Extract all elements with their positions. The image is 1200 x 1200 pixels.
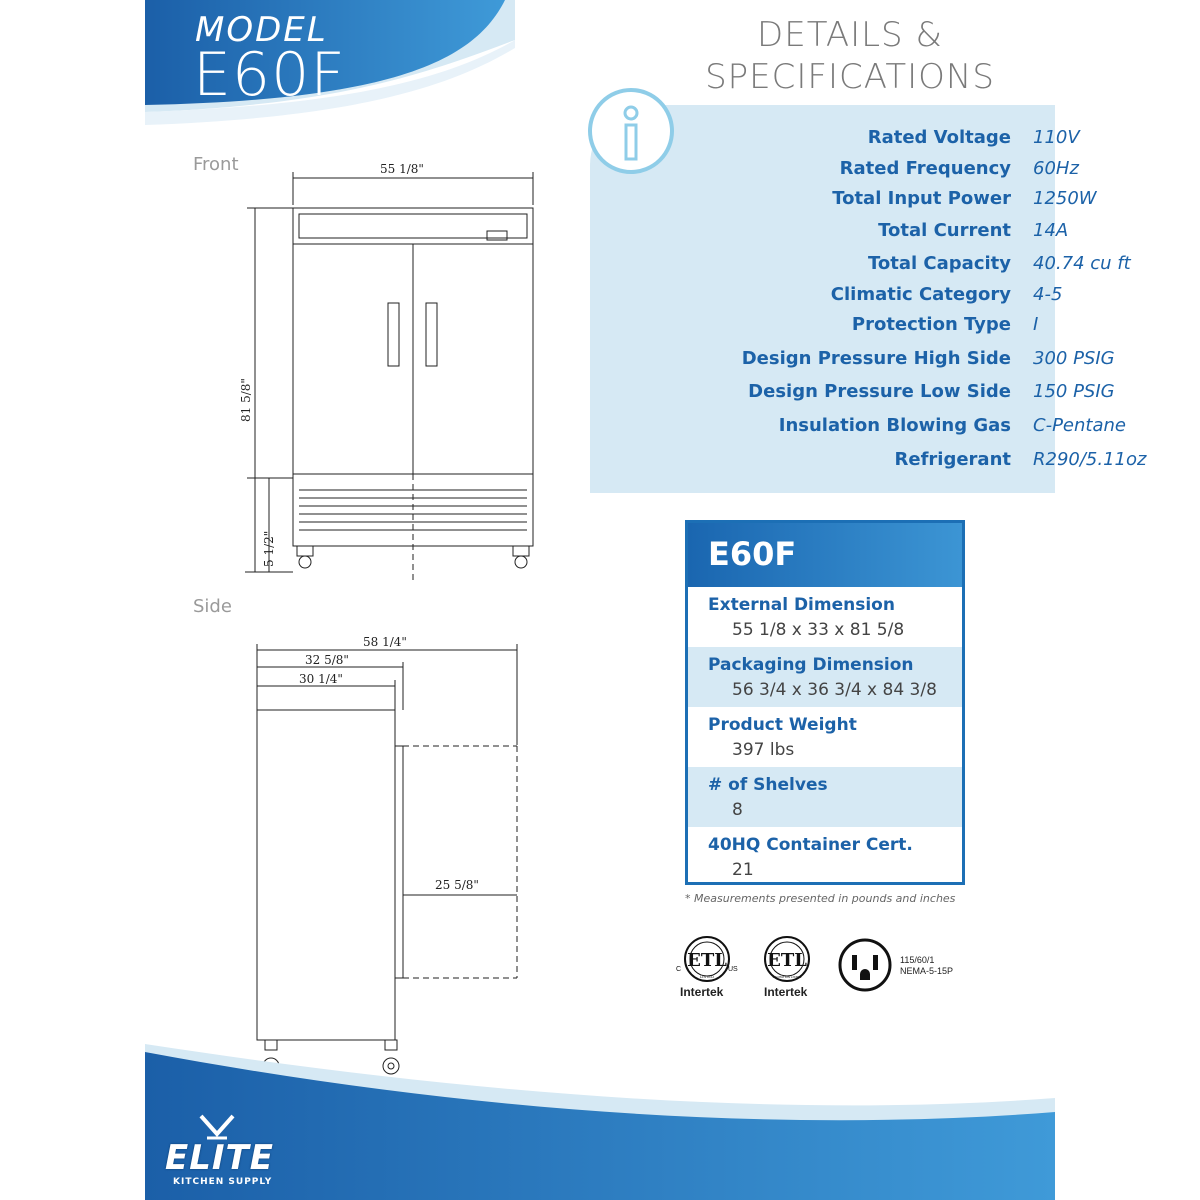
spec-row-climatic-category: Climatic Category 4-5	[830, 284, 1063, 305]
front-view-drawing	[235, 160, 565, 590]
svg-text:US: US	[728, 966, 738, 973]
svg-text:C: C	[676, 966, 682, 973]
model-table	[685, 520, 965, 885]
details-title	[685, 14, 1015, 98]
spec-row-total-current: Total Current 14A	[878, 220, 1069, 241]
cert2-label: Intertek	[764, 985, 808, 999]
side-overall-depth-dim: 58 1/4"	[363, 635, 407, 649]
spec-row-design-pressure-low: Design Pressure Low Side 150 PSIG	[748, 381, 1115, 402]
spec-row-rated-voltage: Rated Voltage 110V	[867, 127, 1080, 148]
model-label: MODEL	[195, 10, 328, 50]
spec-row-insulation-blowing-gas: Insulation Blowing Gas C-Pentane	[778, 415, 1126, 436]
side-door-swing-dim: 25 5/8"	[435, 878, 479, 892]
spec-row-refrigerant: Refrigerant R290/5.11oz	[894, 449, 1147, 470]
table-row-product-weight: Product Weight 397 lbs	[708, 715, 857, 760]
svg-text:SANITATION LISTED: SANITATION LISTED	[772, 975, 802, 979]
side-view-label: Side	[193, 596, 232, 617]
spec-row-total-capacity: Total Capacity 40.74 cu ft	[867, 253, 1131, 274]
model-table-header	[688, 523, 962, 587]
etl-listed-icon	[672, 935, 742, 987]
measurement-footnote: * Measurements presented in pounds and inches	[685, 892, 956, 905]
model-table-title: E60F	[708, 535, 797, 573]
spec-row-protection-type: Protection Type I	[851, 314, 1039, 335]
table-row-container-cert: 40HQ Container Cert. 21	[708, 835, 913, 880]
cert1-label: Intertek	[680, 985, 724, 999]
spec-sheet-page	[145, 0, 1147, 1200]
spec-row-rated-frequency: Rated Frequency 60Hz	[839, 158, 1079, 179]
footer-banner	[145, 1030, 1055, 1200]
details-title-line2: SPECIFICATIONS	[705, 57, 995, 97]
spec-row-design-pressure-high: Design Pressure High Side 300 PSIG	[741, 348, 1115, 369]
table-row-shelves: # of Shelves 8	[688, 767, 962, 827]
table-row-packaging-dimension: Packaging Dimension 56 3/4 x 36 3/4 x 84 3/8	[688, 647, 962, 707]
svg-text:ETL: ETL	[687, 950, 727, 971]
etl-sanitation-icon	[761, 935, 817, 987]
svg-text:ETL: ETL	[767, 950, 807, 971]
details-title-line1: DETAILS &	[757, 15, 943, 55]
front-base-dim: 5 1/2"	[262, 530, 276, 567]
model-name: E60F	[193, 40, 346, 110]
side-body-depth-dim: 30 1/4"	[299, 672, 343, 686]
nema-plug-icon	[838, 938, 892, 992]
brand-subtitle: KITCHEN SUPPLY	[173, 1177, 273, 1187]
side-view-drawing	[245, 630, 545, 1080]
brand-name: ELITE	[165, 1138, 274, 1178]
plug-spec-text: 115/60/1 NEMA-5-15P	[900, 955, 954, 976]
front-height-dim: 81 5/8"	[239, 378, 253, 422]
table-row-external-dimension: External Dimension 55 1/8 x 33 x 81 5/8	[708, 595, 905, 640]
front-width-dim: 55 1/8"	[380, 162, 424, 176]
svg-text:LISTED: LISTED	[699, 974, 715, 979]
side-depth-dim: 32 5/8"	[305, 653, 349, 667]
spec-row-total-input-power: Total Input Power 1250W	[832, 188, 1097, 209]
front-view-label: Front	[193, 154, 239, 175]
